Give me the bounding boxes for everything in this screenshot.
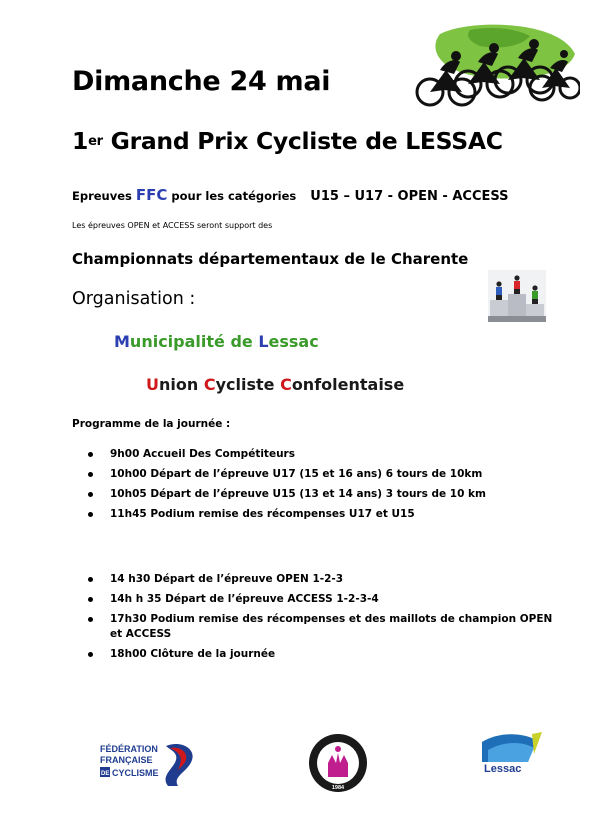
union-text-3: onfolentaise bbox=[291, 375, 405, 394]
organisation-label: Organisation : bbox=[72, 289, 196, 309]
lessac-logo bbox=[478, 732, 544, 776]
epreuves-suffix: pour les catégories bbox=[167, 189, 297, 203]
municipalite-end: essac bbox=[268, 332, 319, 351]
initial-c1: C bbox=[203, 375, 216, 394]
podium-image bbox=[488, 270, 546, 322]
epreuves-line bbox=[72, 186, 509, 204]
programme-title: Programme de la journée : bbox=[72, 418, 231, 430]
cyclists-illustration bbox=[410, 20, 580, 110]
list-item: 10h00 Départ de l’épreuve U17 (15 et 16 ans) 6 tours de 10km bbox=[88, 467, 558, 482]
event-date: Dimanche 24 mai bbox=[72, 66, 331, 97]
ffc-logo-line3: CYCLISME bbox=[112, 768, 159, 778]
ffc-logo-line2: FRANÇAISE bbox=[100, 755, 153, 765]
afternoon-schedule bbox=[88, 572, 558, 667]
championship-heading: Championnats départementaux de le Charente bbox=[72, 250, 469, 268]
union-line bbox=[146, 375, 404, 394]
ffc-logo bbox=[100, 742, 210, 786]
union-text-1: nion bbox=[159, 375, 204, 394]
lessac-logo-text: Lessac bbox=[484, 763, 522, 775]
support-note: Les épreuves OPEN et ACCESS seront support des bbox=[72, 221, 273, 230]
list-item: 9h00 Accueil Des Compétiteurs bbox=[88, 447, 558, 462]
title-text: Grand Prix Cycliste de LESSAC bbox=[102, 127, 503, 155]
title-superscript: er bbox=[88, 134, 103, 149]
list-item: 14 h30 Départ de l’épreuve OPEN 1-2-3 bbox=[88, 572, 558, 587]
ffc-label: FFC bbox=[135, 186, 168, 204]
list-item: 17h30 Podium remise des récompenses et des maillots de champion OPEN et ACCESS bbox=[88, 612, 558, 642]
title-number: 1 bbox=[72, 127, 89, 155]
ffc-logo-de: DE bbox=[101, 771, 110, 777]
municipalite-line bbox=[114, 332, 319, 351]
morning-schedule bbox=[88, 447, 558, 527]
list-item: 14h h 35 Départ de l’épreuve ACCESS 1-2-3-4 bbox=[88, 592, 558, 607]
municipalite-text: unicipalité de bbox=[129, 332, 259, 351]
event-title bbox=[72, 127, 503, 155]
list-item: 11h45 Podium remise des récompenses U17 et U15 bbox=[88, 507, 558, 522]
initial-m: M bbox=[114, 332, 130, 351]
categories-list: U15 – U17 - OPEN - ACCESS bbox=[310, 189, 509, 204]
ffc-logo-line1: FÉDÉRATION bbox=[100, 744, 158, 754]
union-text-2: ycliste bbox=[215, 375, 281, 394]
initial-l: L bbox=[258, 332, 269, 351]
list-item: 10h05 Départ de l’épreuve U15 (13 et 14 ans) 3 tours de 10 km bbox=[88, 487, 558, 502]
list-item: 18h00 Clôture de la journée bbox=[88, 647, 558, 662]
epreuves-prefix: Epreuves bbox=[72, 189, 136, 203]
ucc-logo bbox=[308, 733, 368, 793]
ucc-logo-year: 1984 bbox=[331, 785, 345, 791]
initial-u: U bbox=[146, 375, 159, 394]
initial-c2: C bbox=[280, 375, 292, 394]
